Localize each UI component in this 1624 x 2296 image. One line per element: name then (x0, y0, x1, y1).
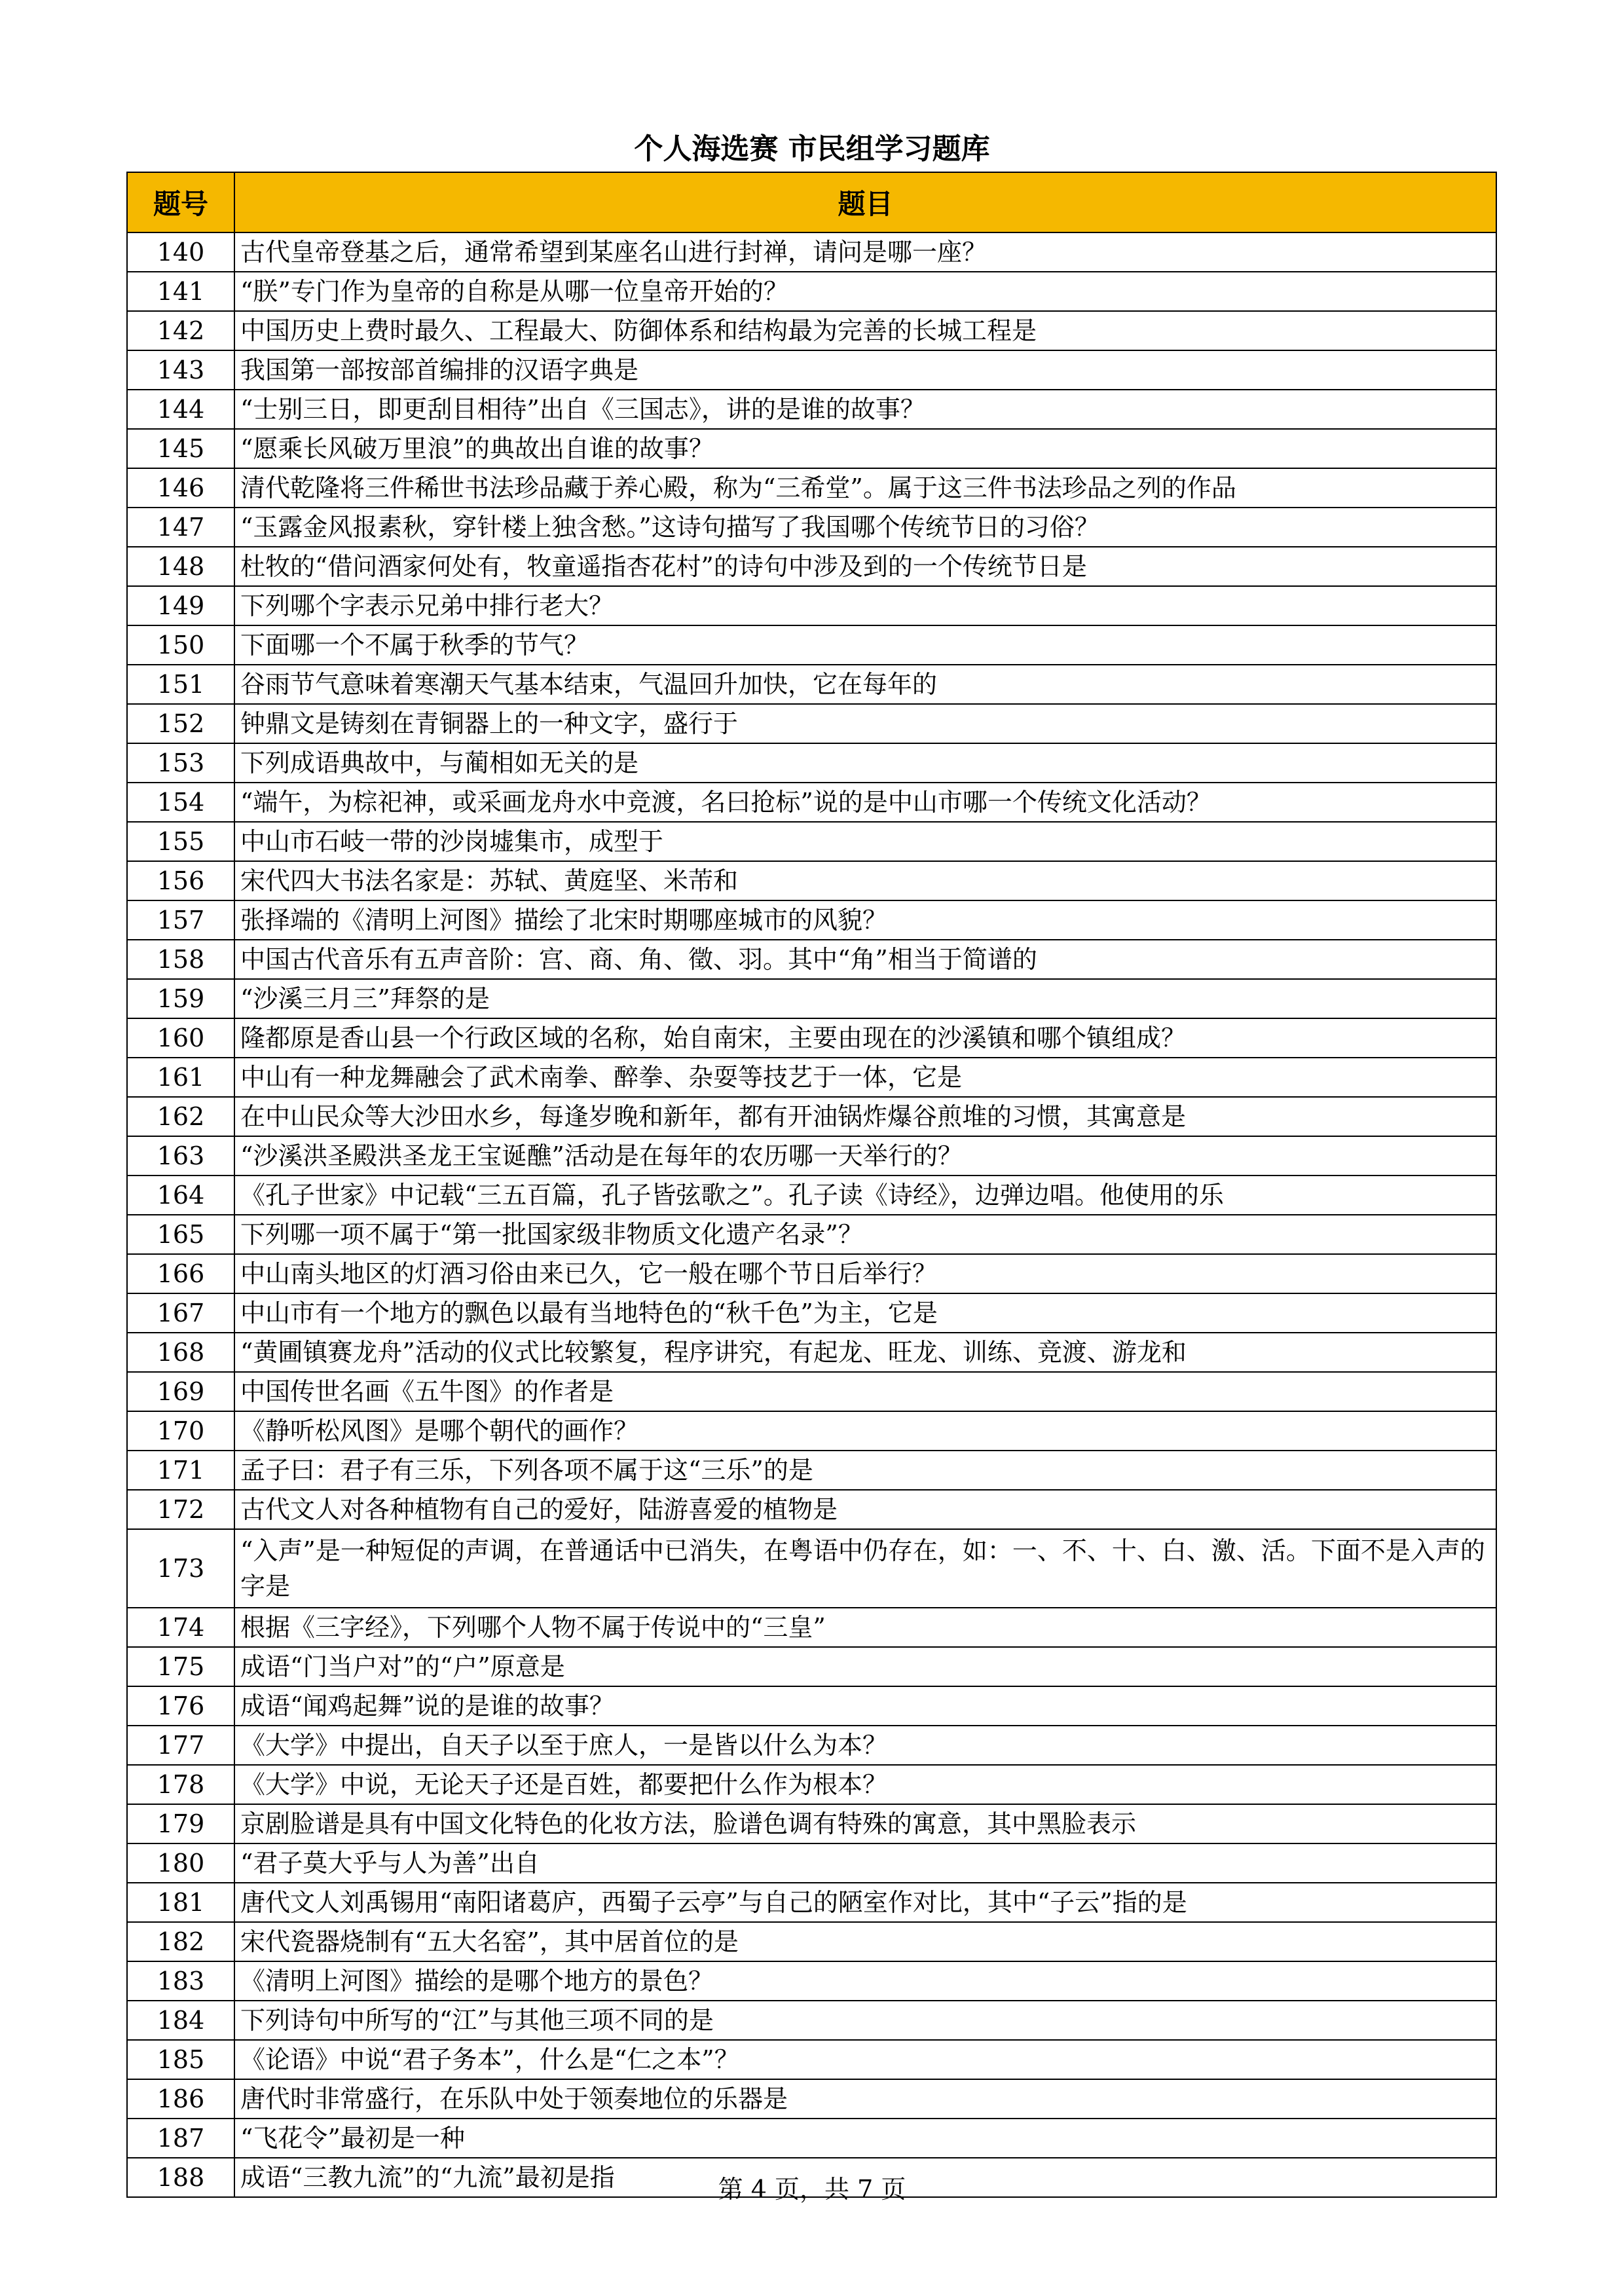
question-number: 166 (127, 1254, 234, 1293)
question-text: 下列哪一项不属于“第一批国家级非物质文化遗产名录”？ (234, 1215, 1496, 1254)
question-text: “君子莫大乎与人为善”出自 (234, 1843, 1496, 1883)
table-row (127, 1293, 1496, 1333)
question-text: “朕”专门作为皇帝的自称是从哪一位皇帝开始的？ (234, 272, 1496, 311)
table-row (127, 1058, 1496, 1097)
question-number: 146 (127, 468, 234, 508)
question-number: 168 (127, 1333, 234, 1372)
table-row (127, 1136, 1496, 1176)
question-text: 下列哪个字表示兄弟中排行老大？ (234, 586, 1496, 625)
question-number: 177 (127, 1726, 234, 1765)
question-text: 《清明上河图》描绘的是哪个地方的景色？ (234, 1961, 1496, 2001)
table-row (127, 2040, 1496, 2079)
table-row (127, 1608, 1496, 1647)
question-text: 中国古代音乐有五声音阶：宫、商、角、徵、羽。其中“角”相当于简谱的 (234, 940, 1496, 979)
question-text: “沙溪三月三”拜祭的是 (234, 979, 1496, 1018)
column-header-number: 题号 (127, 172, 234, 232)
table-row (127, 1333, 1496, 1372)
question-number: 173 (127, 1529, 234, 1608)
question-number: 151 (127, 665, 234, 704)
table-row (127, 2079, 1496, 2119)
question-text: 成语“门当户对”的“户”原意是 (234, 1647, 1496, 1686)
question-text: “端午，为棕祀神，或采画龙舟水中竞渡，名曰抢标”说的是中山市哪一个传统文化活动？ (234, 783, 1496, 822)
question-text: 杜牧的“借问酒家何处有，牧童遥指杏花村”的诗句中涉及到的一个传统节日是 (234, 547, 1496, 586)
table-row (127, 232, 1496, 272)
table-row (127, 1961, 1496, 2001)
table-row (127, 665, 1496, 704)
question-number: 163 (127, 1136, 234, 1176)
column-header-question: 题目 (234, 172, 1496, 232)
question-number: 186 (127, 2079, 234, 2119)
table-row (127, 1647, 1496, 1686)
table-row (127, 1804, 1496, 1843)
table-row (127, 1765, 1496, 1804)
question-number: 183 (127, 1961, 234, 2001)
document-title: 个人海选赛 市民组学习题库 (634, 132, 990, 166)
question-text: “愿乘长风破万里浪”的典故出自谁的故事？ (234, 429, 1496, 468)
question-text: “飞花令”最初是一种 (234, 2119, 1496, 2158)
question-number: 140 (127, 232, 234, 272)
question-text: 根据《三字经》，下列哪个人物不属于传说中的“三皇” (234, 1608, 1496, 1647)
table-row (127, 1411, 1496, 1451)
table-row (127, 2001, 1496, 2040)
question-number: 154 (127, 783, 234, 822)
question-text: 下面哪一个不属于秋季的节气？ (234, 625, 1496, 665)
table-row (127, 1215, 1496, 1254)
question-text: 我国第一部按部首编排的汉语字典是 (234, 350, 1496, 390)
question-text: 在中山民众等大沙田水乡，每逢岁晚和新年，都有开油锅炸爆谷煎堆的习惯，其寓意是 (234, 1097, 1496, 1136)
question-number: 165 (127, 1215, 234, 1254)
question-number: 182 (127, 1922, 234, 1961)
table-row (127, 429, 1496, 468)
question-number: 157 (127, 900, 234, 940)
question-text: 中山有一种龙舞融会了武术南拳、醉拳、杂耍等技艺于一体，它是 (234, 1058, 1496, 1097)
question-number: 185 (127, 2040, 234, 2079)
table-row (127, 1372, 1496, 1411)
question-number: 171 (127, 1451, 234, 1490)
question-text: “玉露金风报素秋，穿针楼上独含愁。”这诗句描写了我国哪个传统节日的习俗？ (234, 508, 1496, 547)
question-text: 《静听松风图》是哪个朝代的画作？ (234, 1411, 1496, 1451)
question-number: 176 (127, 1686, 234, 1726)
question-number: 144 (127, 390, 234, 429)
table-row (127, 822, 1496, 861)
question-text: 京剧脸谱是具有中国文化特色的化妆方法，脸谱色调有特殊的寓意，其中黑脸表示 (234, 1804, 1496, 1843)
question-text: “入声”是一种短促的声调，在普通话中已消失，在粤语中仍存在，如：一、不、十、白、激、活。下面不是入声的字是 (234, 1529, 1496, 1608)
question-number: 150 (127, 625, 234, 665)
page-footer: 第 4 页，共 7 页 (718, 2175, 906, 2204)
table-row (127, 1686, 1496, 1726)
question-number: 143 (127, 350, 234, 390)
question-number: 167 (127, 1293, 234, 1333)
table-row (127, 625, 1496, 665)
question-text: 谷雨节气意味着寒潮天气基本结束，气温回升加快，它在每年的 (234, 665, 1496, 704)
table-row (127, 547, 1496, 586)
question-text: “士别三日，即更刮目相待”出自《三国志》，讲的是谁的故事？ (234, 390, 1496, 429)
question-text: 《论语》中说“君子务本”，什么是“仁之本”？ (234, 2040, 1496, 2079)
table-row (127, 940, 1496, 979)
table-row (127, 979, 1496, 1018)
question-number: 145 (127, 429, 234, 468)
table-row (127, 1843, 1496, 1883)
table-row (127, 743, 1496, 783)
question-text: 古代皇帝登基之后，通常希望到某座名山进行封禅，请问是哪一座？ (234, 232, 1496, 272)
question-number: 172 (127, 1490, 234, 1529)
question-number: 180 (127, 1843, 234, 1883)
question-number: 159 (127, 979, 234, 1018)
table-row (127, 2119, 1496, 2158)
table-row (127, 1529, 1496, 1608)
question-number: 152 (127, 704, 234, 743)
table-row (127, 1254, 1496, 1293)
question-number: 181 (127, 1883, 234, 1922)
question-text: 宋代瓷器烧制有“五大名窑”，其中居首位的是 (234, 1922, 1496, 1961)
question-text: 中国历史上费时最久、工程最大、防御体系和结构最为完善的长城工程是 (234, 311, 1496, 350)
table-row (127, 1922, 1496, 1961)
question-text: 张择端的《清明上河图》描绘了北宋时期哪座城市的风貌？ (234, 900, 1496, 940)
question-text: 下列诗句中所写的“江”与其他三项不同的是 (234, 2001, 1496, 2040)
question-number: 162 (127, 1097, 234, 1136)
question-number: 178 (127, 1765, 234, 1804)
question-text: 《孔子世家》中记载“三五百篇，孔子皆弦歌之”。孔子读《诗经》，边弹边唱。他使用的乐 (234, 1176, 1496, 1215)
question-text: 孟子曰：君子有三乐，下列各项不属于这“三乐”的是 (234, 1451, 1496, 1490)
question-text: “黄圃镇赛龙舟”活动的仪式比较繁复，程序讲究，有起龙、旺龙、训练、竞渡、游龙和 (234, 1333, 1496, 1372)
question-number: 142 (127, 311, 234, 350)
table-row (127, 272, 1496, 311)
question-number: 188 (127, 2158, 234, 2197)
table-row (127, 1018, 1496, 1058)
table-row (127, 390, 1496, 429)
question-text: 下列成语典故中，与蔺相如无关的是 (234, 743, 1496, 783)
question-text: 成语“三教九流”的“九流”最初是指 (234, 2158, 1496, 2197)
question-text: 成语“闻鸡起舞”说的是谁的故事？ (234, 1686, 1496, 1726)
table-row (127, 586, 1496, 625)
question-text: “沙溪洪圣殿洪圣龙王宝诞醮”活动是在每年的农历哪一天举行的？ (234, 1136, 1496, 1176)
question-number: 161 (127, 1058, 234, 1097)
question-number: 164 (127, 1176, 234, 1215)
question-text: 古代文人对各种植物有自己的爱好，陆游喜爱的植物是 (234, 1490, 1496, 1529)
table-row (127, 704, 1496, 743)
table-row (127, 468, 1496, 508)
table-row (127, 861, 1496, 900)
table-row (127, 1726, 1496, 1765)
table-row (127, 1176, 1496, 1215)
question-text: 中山市石岐一带的沙岗墟集市，成型于 (234, 822, 1496, 861)
question-number: 149 (127, 586, 234, 625)
table-row (127, 1097, 1496, 1136)
question-text: 唐代文人刘禹锡用“南阳诸葛庐，西蜀子云亭”与自己的陋室作对比，其中“子云”指的是 (234, 1883, 1496, 1922)
question-text: 《大学》中提出，自天子以至于庶人，一是皆以什么为本？ (234, 1726, 1496, 1765)
table-row (127, 1451, 1496, 1490)
question-text: 中国传世名画《五牛图》的作者是 (234, 1372, 1496, 1411)
question-number: 147 (127, 508, 234, 547)
question-table (126, 172, 1497, 2198)
table-row (127, 783, 1496, 822)
question-text: 《大学》中说，无论天子还是百姓，都要把什么作为根本？ (234, 1765, 1496, 1804)
question-number: 155 (127, 822, 234, 861)
question-text: 隆都原是香山县一个行政区域的名称，始自南宋，主要由现在的沙溪镇和哪个镇组成？ (234, 1018, 1496, 1058)
question-number: 156 (127, 861, 234, 900)
table-row (127, 311, 1496, 350)
question-text: 中山南头地区的灯酒习俗由来已久，它一般在哪个节日后举行？ (234, 1254, 1496, 1293)
table-row (127, 1490, 1496, 1529)
question-number: 160 (127, 1018, 234, 1058)
question-number: 141 (127, 272, 234, 311)
question-text: 中山市有一个地方的飘色以最有当地特色的“秋千色”为主，它是 (234, 1293, 1496, 1333)
question-number: 184 (127, 2001, 234, 2040)
table-header-row (127, 172, 1496, 232)
question-number: 148 (127, 547, 234, 586)
question-number: 169 (127, 1372, 234, 1411)
question-number: 175 (127, 1647, 234, 1686)
question-text: 钟鼎文是铸刻在青铜器上的一种文字，盛行于 (234, 704, 1496, 743)
question-number: 187 (127, 2119, 234, 2158)
question-text: 宋代四大书法名家是：苏轼、黄庭坚、米芾和 (234, 861, 1496, 900)
question-number: 153 (127, 743, 234, 783)
table-row (127, 350, 1496, 390)
question-number: 174 (127, 1608, 234, 1647)
question-text: 清代乾隆将三件稀世书法珍品藏于养心殿，称为“三希堂”。属于这三件书法珍品之列的作品 (234, 468, 1496, 508)
question-text: 唐代时非常盛行，在乐队中处于领奏地位的乐器是 (234, 2079, 1496, 2119)
table-row (127, 508, 1496, 547)
table-row (127, 1883, 1496, 1922)
question-number: 158 (127, 940, 234, 979)
question-number: 179 (127, 1804, 234, 1843)
table-row (127, 900, 1496, 940)
question-number: 170 (127, 1411, 234, 1451)
